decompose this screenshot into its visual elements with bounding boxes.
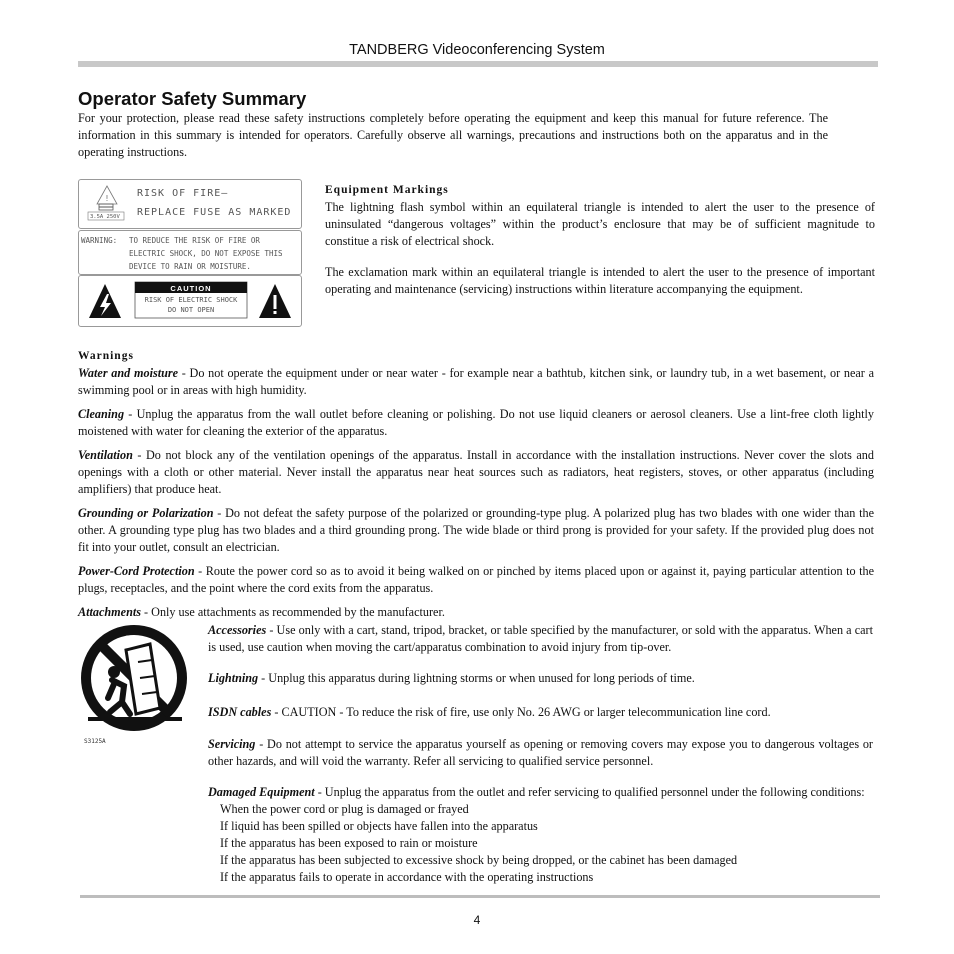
warning-item: Ventilation - Do not block any of the ventilation openings of the apparatus. Install in accordance with the installation instructions. Never cover the slots and openings with a cloth or other material. Never install the apparatus near heat sources such as radiators, heat registers, stoves, or other apparatus (including amplifiers) that produce heat. xyxy=(78,448,874,496)
warning-item: Water and moisture - Do not operate the equipment under or near water - for example near a bathtub, kitchen sink, or laundry tub, in a wet basement, or near a swimming pool or in areas with high humidity. xyxy=(78,366,874,397)
caution-line2: DO NOT OPEN xyxy=(167,306,215,314)
warnings-section xyxy=(78,348,874,628)
equipment-markings-heading: Equipment Markings xyxy=(325,184,449,196)
header-divider xyxy=(78,61,878,67)
warning-line1: TO REDUCE THE RISK OF FIRE OR xyxy=(129,236,260,245)
condition-item: When the power cord or plug is damaged or frayed xyxy=(220,802,469,816)
warning-line3: DEVICE TO RAIN OR MOISTURE. xyxy=(129,262,251,271)
fire-risk-label xyxy=(78,179,302,229)
intro-paragraph: For your protection, please read these safety instructions completely before operating the equipment and keep this manual for future reference. The information in this summary is intended for operators. Carefully observe all warnings, precautions and instructions both on the apparatus and in the operating instructions. xyxy=(78,111,828,159)
warning-item: Attachments - Only use attachments as recommended by the manufacturer. xyxy=(78,605,445,619)
equipment-markings-section xyxy=(325,182,875,305)
warning-item: Power-Cord Protection - Route the power cord so as to avoid it being walked on or pinched by items placed upon or against it, paying particular attention to the plugs, receptacles, and the point where the cord exits from the apparatus. xyxy=(78,564,874,595)
warnings-heading: Warnings xyxy=(78,350,134,362)
running-header: TANDBERG Videoconferencing System xyxy=(349,42,605,58)
cart-symbol-code: S3125A xyxy=(84,738,106,745)
warning-item: Accessories - Use only with a cart, stand, tripod, bracket, or table specified by the manufacturer, or sold with the apparatus. When a cart is used, use caution when moving the cart/apparatus combination to avoid injury from tip-over. xyxy=(208,623,873,654)
warning-item: Cleaning - Unplug the apparatus from the wall outlet before cleaning or polishing. Do not use liquid cleaners or aerosol cleaners. Use a lint-free cloth lightly moistened with water for cleaning the exterior of the apparatus. xyxy=(78,407,874,438)
caution-line1: RISK OF ELECTRIC SHOCK xyxy=(144,296,238,304)
svg-text:!: ! xyxy=(105,194,109,203)
caution-label xyxy=(78,275,302,327)
condition-item: If liquid has been spilled or objects have fallen into the apparatus xyxy=(220,819,538,833)
page-number: 4 xyxy=(473,913,481,927)
exclamation-symbol-paragraph: The exclamation mark within an equilateral triangle is intended to alert the user to the presence of important operating and maintenance (servicing) instructions within literature accompanying the equipment. xyxy=(325,265,875,296)
warning-item: Lightning - Unplug this apparatus during lightning storms or when unused for long periods of time. xyxy=(208,671,695,685)
condition-item: If the apparatus fails to operate in accordance with the operating instructions xyxy=(220,870,594,884)
warning-item: Grounding or Polarization - Do not defeat the safety purpose of the polarized or grounding-type plug. A polarized plug has two blades with one wider than the other. A grounding type plug has two blades and a third grounding prong. The wide blade or third prong is provided for your safety. If the provided plug does not fit into your outlet, consult an electrician. xyxy=(78,506,874,554)
warning-prefix: WARNING: xyxy=(81,236,118,245)
warning-item: Servicing - Do not attempt to service the apparatus yourself as opening or removing covers may expose you to dangerous voltages or other hazards, and will void the warranty. Refer all servicing to qualified service personnel. xyxy=(208,737,873,768)
moisture-warning-label xyxy=(78,230,302,275)
warning-labels-figure xyxy=(78,179,302,326)
lightning-symbol-paragraph: The lightning flash symbol within an equilateral triangle is intended to alert the user to the presence of uninsulated “dangerous voltages” within the product’s enclosure that may be of sufficient magnitude to constitue a risk of electrical shock. xyxy=(325,200,875,248)
fire-label-line2: REPLACE FUSE AS MARKED xyxy=(137,207,292,218)
fuse-rating: 3.5A 250V xyxy=(90,214,120,220)
cart-tipover-icon xyxy=(78,622,194,748)
condition-item: If the apparatus has been subjected to excessive shock by being dropped, or the cabinet has been damaged xyxy=(220,853,738,867)
condition-item: If the apparatus has been exposed to rain or moisture xyxy=(220,836,478,850)
warning-item: Damaged Equipment - Unplug the apparatus from the outlet and refer servicing to qualified personnel under the following conditions: xyxy=(208,785,865,799)
fire-label-line1: RISK OF FIRE— xyxy=(137,188,229,199)
warning-line2: ELECTRIC SHOCK, DO NOT EXPOSE THIS xyxy=(129,249,283,258)
page-title: Operator Safety Summary xyxy=(78,88,307,109)
footer-divider xyxy=(80,895,880,898)
additional-warnings xyxy=(208,622,873,886)
warning-item: ISDN cables - CAUTION - To reduce the risk of fire, use only No. 26 AWG or larger telecommunication line cord. xyxy=(208,705,771,719)
caution-title: CAUTION xyxy=(170,284,212,293)
